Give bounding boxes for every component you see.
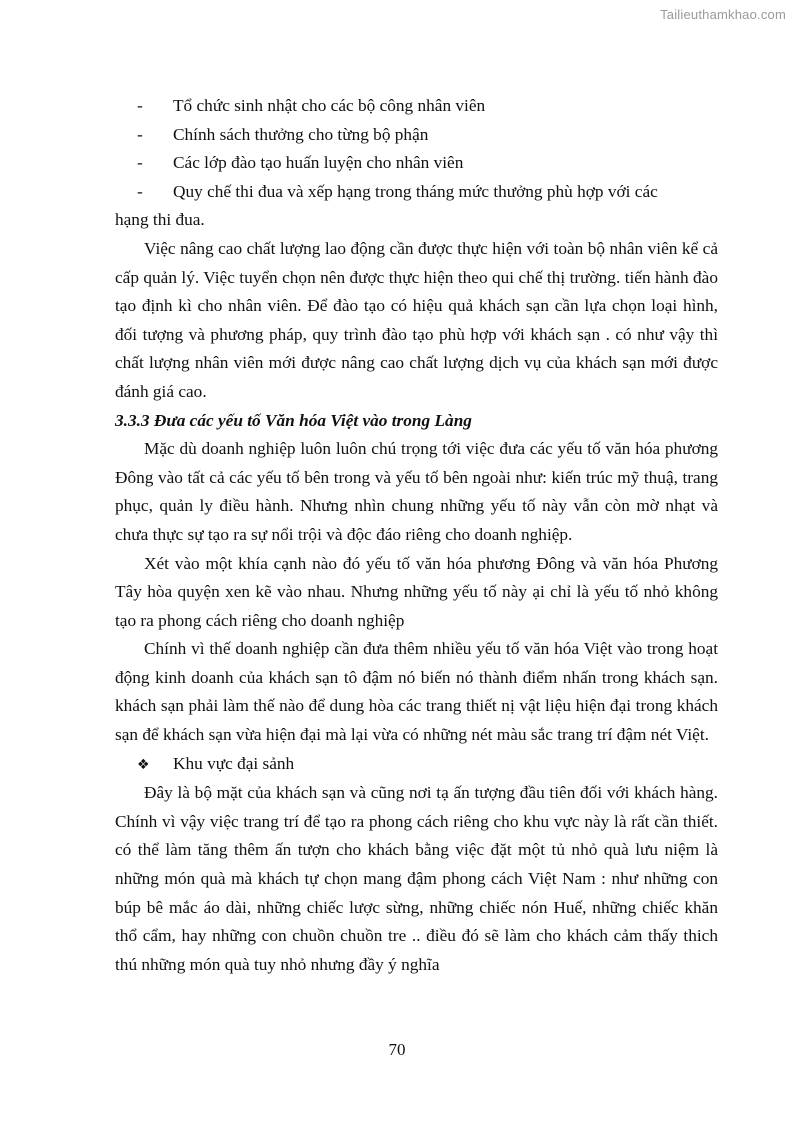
list-item (115, 178, 718, 207)
list-item (115, 149, 718, 178)
subheading-item (115, 750, 718, 780)
list-item (115, 92, 718, 121)
section-heading: 3.3.3 Đưa các yếu tố Văn hóa Việt vào trong Làng (115, 410, 472, 430)
paragraph: Đây là bộ mặt của khách sạn và cũng nơi tạ ấn tượng đầu tiên đối với khách hàng. Chính vì vậy việc trang trí để tạo ra phong cách riêng cho khu vực này là rất cần thiết. có thể làm tăng thêm ấn tượn cho khách bằng việc đặt một tủ nhỏ quà lưu niệm là những món quà mà khách tự chọn mang đậm phong cách Việt Nam : như những con búp bê mắc áo dài, những chiếc lược sừng, những chiếc nón Huế, những chiếc khăn thổ cẩm, hay những con chuồn chuồn tre .. điều đó sẽ làm cho khách cảm thấy thich thú những món quà tuy nhỏ nhưng đầy ý nghĩa (115, 783, 718, 974)
dash-marker: - (137, 181, 143, 201)
diamond-bullet-icon: ❖ (137, 756, 150, 773)
list-item (115, 121, 718, 150)
document-body (115, 92, 718, 979)
dash-marker: - (137, 96, 143, 115)
paragraph: Chính vì thế doanh nghiệp cần đưa thêm nhiều yếu tố văn hóa Việt vào trong hoạt động kinh doanh của khách sạn tô đậm nó biến nó thành điểm nhấn trong khách sạn. khách sạn phải làm thế nào để dung hòa các trang thiết nị vật liệu hiện đại trong khách sạn để khách sạn vừa hiện đại mà lại vừa có những nét màu sắc trang trí đậm nét Việt. (115, 639, 718, 745)
subheading-text: Khu vực đại sảnh (173, 753, 295, 773)
list-item-text: Tổ chức sinh nhật cho các bộ công nhân viên (173, 96, 486, 115)
dash-marker: - (137, 124, 143, 144)
watermark-text: Tailieuthamkhao.com (660, 7, 786, 22)
list-item-text: Quy chế thi đua và xếp hạng trong tháng mức thưởng phù hợp với các (173, 181, 658, 201)
paragraph: Mặc dù doanh nghiệp luôn luôn chú trọng tới việc đưa các yếu tố văn hóa phương Đông vào tất cả các yếu tố bên trong và yếu tố bên ngoài như: kiến trúc mỹ thuậ, trang phục, quản ly điều hành. Nhưng nhìn chung những yếu tố này vẫn còn mờ nhạt và chưa thực sự tạo ra sự nổi trội và độc đáo riêng cho doanh nghiệp. (115, 439, 718, 544)
page-number: 70 (388, 1040, 406, 1059)
list-item-continuation: hạng thi đua. (115, 210, 205, 230)
paragraph: Xét vào một khía cạnh nào đó yếu tố văn hóa phương Đông và văn hóa Phương Tây hòa quyện xen kẽ vào nhau. Nhưng những yếu tố này ại chỉ là yếu tố nhỏ không tạo ra phong cách riêng cho doanh nghiệp (115, 553, 718, 630)
list-item-text: Các lớp đào tạo huấn luyện cho nhân viên (173, 153, 464, 173)
list-item-text: Chính sách thưởng cho từng bộ phận (173, 124, 429, 144)
paragraph: Việc nâng cao chất lượng lao động cần được thực hiện với toàn bộ nhân viên kể cả cấp quản lý. Việc tuyển chọn nên được thực hiện theo qui chế thị trường. tiến hành đào tạo định kì cho nhân viên. Để đào tạo có hiệu quả khách sạn cần lựa chọn loại hình, đối tượng và phương pháp, quy trình đào tạo phù hợp với khách sạn . có như vậy thì chất lượng nhân viên mới được nâng cao chất lượng dịch vụ của khách sạn mới được đánh giá cao. (115, 238, 718, 401)
dash-marker: - (137, 153, 143, 173)
